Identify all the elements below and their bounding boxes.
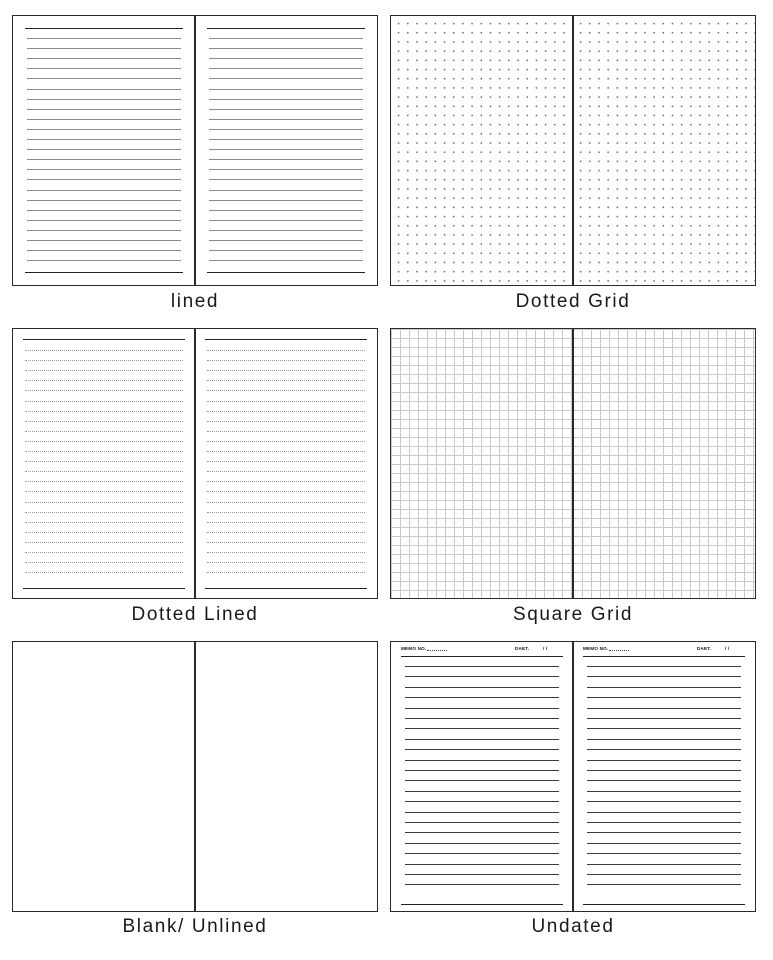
ruled-line [209,78,363,79]
ruled-line [587,718,741,719]
sample-label: Dotted Grid [515,291,631,312]
ruled-line [27,149,181,150]
ruled-line [587,791,741,792]
sample-label: Undated [531,916,615,937]
ruled-line [27,240,181,241]
ruled-line [207,370,365,371]
ruled-line [207,522,365,523]
right-page [195,329,377,598]
ruled-line [209,210,363,211]
ruled-line [587,884,741,885]
ruled-line [27,38,181,39]
ruled-line [209,99,363,100]
ruled-line [27,58,181,59]
ruled-line [405,728,559,729]
spine [194,329,195,598]
ruled-line [209,159,363,160]
ruled-line [209,190,363,191]
date-slashes: / / [725,646,730,651]
right-page [573,642,755,911]
right-page [573,16,755,285]
ruled-line [27,99,181,100]
ruled-line [25,421,183,422]
ruled-line [25,451,183,452]
spine [194,16,195,285]
notebook-spread-undated [390,641,756,912]
right-page [573,329,755,598]
ruled-line [587,749,741,750]
ruled-line [405,843,559,844]
ruled-line [25,471,183,472]
ruled-line [25,512,183,513]
ruled-line [25,552,183,553]
ruled-line [209,149,363,150]
ruled-line [25,380,183,381]
ruled-line [405,780,559,781]
ruled-line [587,832,741,833]
ruled-line [587,770,741,771]
ruled-line [25,542,183,543]
left-page [391,329,573,598]
ruled-line [209,179,363,180]
sample-label: lined [170,291,220,312]
ruled-line [405,676,559,677]
ruled-line [207,461,365,462]
ruled-line [207,431,365,432]
ruled-line [207,272,365,273]
ruled-line [405,812,559,813]
ruled-line [25,431,183,432]
ruled-line [209,38,363,39]
ruled-line [25,522,183,523]
ruled-line [405,687,559,688]
ruled-line [27,119,181,120]
ruled-line [405,874,559,875]
ruled-line [207,491,365,492]
ruled-line [209,250,363,251]
ruled-line [25,562,183,563]
ruled-line [209,68,363,69]
ruled-line [25,360,183,361]
ruled-line [25,370,183,371]
ruled-line [23,588,185,589]
ruled-line [207,28,365,29]
sample-undated [390,641,756,941]
ruled-line [405,770,559,771]
ruled-line [207,421,365,422]
ruled-line [587,697,741,698]
ruled-line [27,89,181,90]
ruled-line [27,68,181,69]
sample-dotted-grid [390,15,756,315]
ruled-line [405,749,559,750]
ruled-line [587,812,741,813]
memo-number-label: MEMO NO. [401,646,427,651]
ruled-line [207,411,365,412]
ruled-line [207,512,365,513]
ruled-line [587,760,741,761]
sample-label: Square Grid [512,604,634,625]
ruled-line [405,801,559,802]
ruled-line [209,129,363,130]
ruled-line [207,451,365,452]
ruled-line [405,853,559,854]
ruled-line [25,390,183,391]
ruled-line [27,139,181,140]
ruled-line [401,904,563,905]
sample-lined [12,15,378,315]
ruled-line [587,687,741,688]
ruled-line [25,461,183,462]
ruled-line [209,230,363,231]
ruled-line [207,390,365,391]
spine [194,642,195,911]
ruled-line [207,562,365,563]
left-page [391,16,573,285]
ruled-line [587,853,741,854]
ruled-line [583,656,745,657]
ruled-line [405,718,559,719]
ruled-line [207,552,365,553]
ruled-line [25,411,183,412]
ruled-line [587,843,741,844]
ruled-line [209,200,363,201]
ruled-line [27,210,181,211]
ruled-line [587,708,741,709]
memo-header [583,646,745,656]
date-label: DAET. [697,646,712,651]
ruled-line [405,739,559,740]
notebook-spread-blank [12,641,378,912]
ruled-line [587,874,741,875]
notebook-spread-dotted-grid [390,15,756,286]
ruled-line [209,139,363,140]
ruled-line [587,728,741,729]
ruled-line [207,532,365,533]
ruled-line [405,708,559,709]
notebook-spread-square-grid [390,328,756,599]
ruled-line [25,272,183,273]
sample-label: Dotted Lined [131,604,259,625]
notebook-spread-dotted-lined [12,328,378,599]
ruled-line [405,864,559,865]
ruled-line [405,832,559,833]
ruled-line [207,542,365,543]
ruled-line [209,109,363,110]
ruled-line [27,260,181,261]
ruled-line [209,260,363,261]
left-page [13,16,195,285]
spine [572,642,573,911]
ruled-line [405,666,559,667]
ruled-line [587,822,741,823]
ruled-line [209,220,363,221]
ruled-line [27,159,181,160]
ruled-line [207,350,365,351]
grid-pattern [573,329,755,598]
ruled-line [27,179,181,180]
ruled-line [207,502,365,503]
left-page [391,642,573,911]
ruled-line [25,481,183,482]
sample-square-grid [390,328,756,628]
ruled-line [405,760,559,761]
ruled-line [25,572,183,573]
ruled-line [587,739,741,740]
ruled-line [27,200,181,201]
grid-pattern [391,329,573,598]
ruled-line [25,401,183,402]
ruled-line [27,129,181,130]
sample-dotted-lined [12,328,378,628]
ruled-line [27,250,181,251]
notebook-spread-lined [12,15,378,286]
dot-pattern [391,16,573,285]
left-page [13,329,195,598]
ruled-line [405,822,559,823]
sample-label: Blank/ Unlined [122,916,268,937]
memo-number-label: MEMO NO. [583,646,609,651]
ruled-line [205,339,367,340]
ruled-line [207,401,365,402]
ruled-line [209,119,363,120]
ruled-line [23,339,185,340]
ruled-line [27,109,181,110]
ruled-line [207,471,365,472]
ruled-line [207,441,365,442]
ruled-line [405,791,559,792]
ruled-line [27,78,181,79]
sample-blank [12,641,378,941]
spine [572,16,573,285]
right-page [195,16,377,285]
ruled-line [209,240,363,241]
ruled-line [587,666,741,667]
left-page [13,642,195,911]
ruled-line [25,491,183,492]
ruled-line [27,48,181,49]
ruled-line [587,676,741,677]
ruled-line [25,502,183,503]
ruled-line [587,801,741,802]
memo-number-blank [609,650,629,651]
ruled-line [25,28,183,29]
ruled-line [207,481,365,482]
ruled-line [583,904,745,905]
ruled-line [209,48,363,49]
ruled-line [209,89,363,90]
ruled-line [27,230,181,231]
spine [572,329,573,598]
memo-header [401,646,563,656]
ruled-line [207,360,365,361]
ruled-line [587,864,741,865]
dot-pattern [573,16,755,285]
ruled-line [25,532,183,533]
ruled-line [405,697,559,698]
ruled-line [27,220,181,221]
ruled-line [209,169,363,170]
date-label: DAET. [515,646,530,651]
right-page [195,642,377,911]
ruled-line [207,380,365,381]
ruled-line [405,884,559,885]
ruled-line [25,350,183,351]
ruled-line [25,441,183,442]
memo-number-blank [427,650,447,651]
ruled-line [209,58,363,59]
ruled-line [587,780,741,781]
ruled-line [27,169,181,170]
ruled-line [207,572,365,573]
date-slashes: / / [543,646,548,651]
ruled-line [27,190,181,191]
ruled-line [205,588,367,589]
ruled-line [401,656,563,657]
